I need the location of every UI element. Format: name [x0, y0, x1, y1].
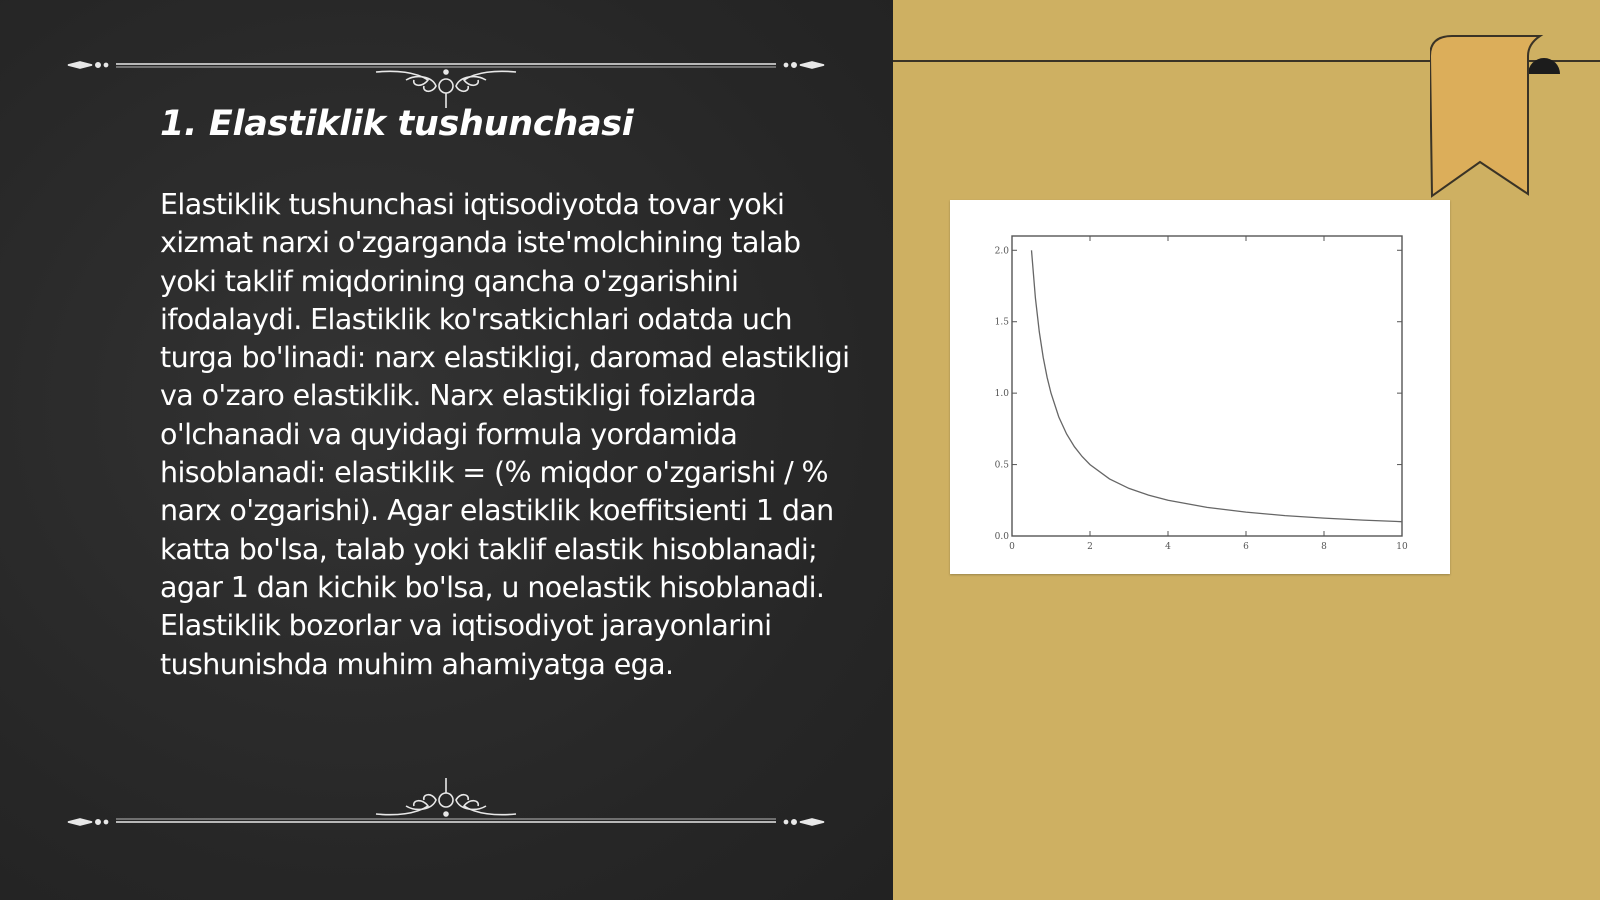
y-tick-label: 1.5 — [994, 317, 1009, 328]
x-tick-label: 2 — [1087, 542, 1093, 552]
x-tick-label: 6 — [1243, 542, 1249, 552]
y-tick-label: 0.0 — [994, 532, 1009, 542]
x-tick-label: 8 — [1321, 542, 1327, 552]
bottom-flourish-divider-icon — [66, 770, 826, 830]
x-tick-label: 4 — [1165, 542, 1171, 552]
series-line — [1032, 250, 1403, 521]
top-flourish-divider-icon — [66, 50, 826, 110]
y-tick-label: 1.0 — [994, 389, 1009, 400]
bookmark-ribbon-icon — [1430, 34, 1600, 204]
y-tick-label: 2.0 — [994, 246, 1009, 257]
y-tick-label: 0.5 — [994, 460, 1009, 471]
chart-image — [950, 200, 1450, 574]
x-tick-label: 0 — [1009, 542, 1015, 552]
plot-frame — [1012, 236, 1402, 536]
line-chart — [950, 200, 1450, 574]
slide-title: 1. Elastiklik tushunchasi — [160, 104, 634, 144]
slide-body-text: Elastiklik tushunchasi iqtisodiyotda tovar yoki xizmat narxi o'zgarganda iste'molchining talab yoki taklif miqdorining qancha o'zgarishini ifodalaydi. Elastiklik ko'rsatkichlari odatda uch turga bo'linadi: narx elastikligi, daromad elastikligi va o'zaro elastiklik. Narx elastikligi foizlarda o'lchanadi va quyidagi formula yordamida hisoblanadi: elastiklik = (% miqdor o'zgarishi / % narx o'zgarishi). Agar elastiklik koeffitsienti 1 dan katta bo'lsa, talab yoki taklif elastik hisoblanadi; agar 1 dan kichik bo'lsa, u noelastik hisoblanadi. Elastiklik bozorlar va iqtisodiyot jarayonlarini tushunishda muhim ahamiyatga ega. — [160, 188, 850, 681]
x-tick-label: 10 — [1396, 542, 1408, 552]
